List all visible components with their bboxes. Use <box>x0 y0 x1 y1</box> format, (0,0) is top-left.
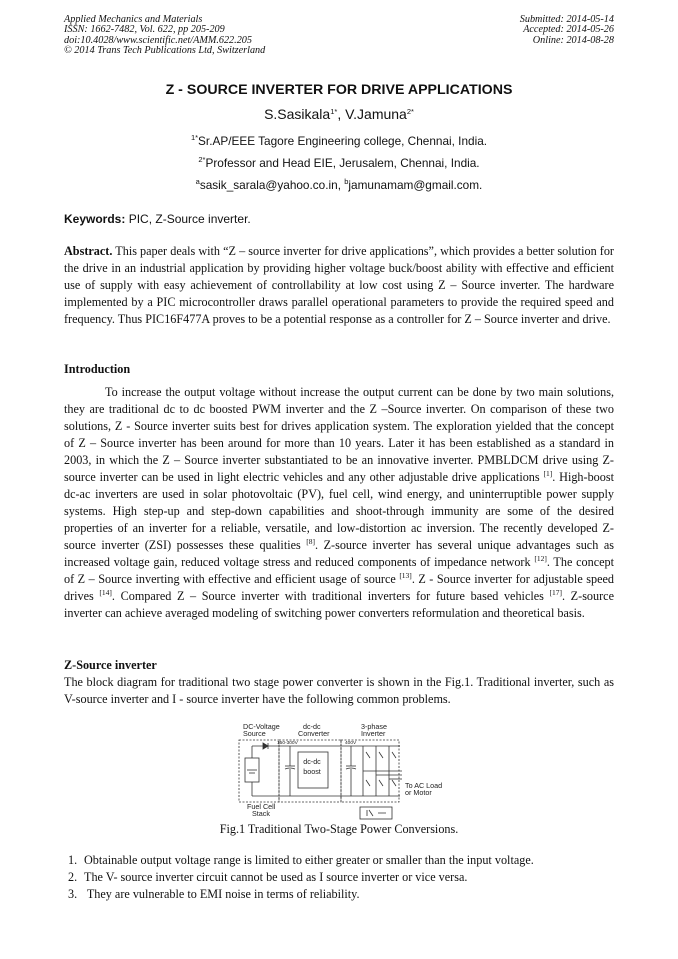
author-name: S.Sasikala <box>264 106 331 122</box>
fig-label-dcdc: dc-dc <box>303 722 321 731</box>
aff-text: Sr.AP/EEE Tagore Engineering college, Chennai, India. <box>198 134 488 148</box>
journal-header <box>64 15 265 57</box>
intro-text: . Compared Z – Source inverter with traditional inverters for future based vehicles <box>111 589 550 603</box>
submitted-date: Submitted: 2014-05-14 <box>519 14 614 25</box>
fig-box-label-boost: boost <box>303 767 321 776</box>
fig-label-or-motor: or Motor <box>405 788 432 797</box>
fig-label-inverter: Inverter <box>361 729 386 738</box>
email-sup: a <box>195 177 200 186</box>
switch-legend-box <box>360 807 392 819</box>
intro-text: To increase the output voltage without increase the output current can be done by two main solutions, they are traditional dc to dc boosted PWM inverter and the Z –Source inverter. On comparison of these two solutions, Z - Source inverter suits best for drives application system. The exploration yielded that the concept of Z – Source inverter has been around for more than 10 years. Later it has been established as a standard in 2003, in which the Z – Source inverter substantiated to be an innovative inverter. PMBLDCM drive using Z-source inverter can be used in light electric vehicles and any other adjustable drive applications <box>64 385 614 484</box>
online-date: Online: 2014-08-28 <box>532 34 614 46</box>
affiliation-1 <box>0 134 678 148</box>
list-text: They are vulnerable to EMI noise in terms of reliability. <box>84 887 360 901</box>
copyright: © 2014 Trans Tech Publications Ltd, Switzerland <box>64 45 266 57</box>
intro-text: . High-boost dc-ac inverters are used in solar photovoltaic (PV), fuel cell, wind energy, and uninterruptible power supply systems. High step-up and step-down capabilities and shoot-through immunity are some of the desired properties of an inverter for a reliable, versatile, and low-distortion ac inversion. The recently developed Z-source inverter (ZSI) possesses these qualities <box>64 470 614 552</box>
inverter-switches-icon <box>363 746 402 796</box>
figure-caption: Fig.1 Traditional Two-Stage Power Conversions. <box>219 822 459 836</box>
fig-label-source: Source <box>243 729 266 738</box>
aff-sup: 2* <box>198 155 206 164</box>
fig-label-dc-voltage: DC-Voltage <box>243 722 280 731</box>
abstract-text: This paper deals with “Z – source inverter for drive applications”, which provides a better solution for the drive in an industrial application by providing higher voltage buck/boost ability with effective and efficient use of supply with easy achievement of controllability at low cost using Z – Source inverter. The hardware implemented by a PIC microcontroller draws parallel operational parameters to provide the required speed and frequency. Thus PIC16F477A proves to be a potential response as a controller for Z – Source inverter and drive. <box>64 244 614 326</box>
section-heading-zsource: Z-Source inverter <box>64 658 157 672</box>
email-link[interactable]: jamunamam@gmail.com. <box>348 178 483 192</box>
fig-label-3phase: 3-phase <box>361 722 387 731</box>
aff-sup: 1* <box>190 133 199 142</box>
intro-text: . The concept of Z – Source inverting with effective and efficient usage of source <box>64 555 615 586</box>
accepted-date: Accepted: 2014-05-26 <box>523 24 614 36</box>
intro-text: . Z-source inverter has several unique advantages such as increased voltage gain, reduced voltage stress and reduced components of impedance network <box>64 538 614 569</box>
list-number: 1. <box>68 853 78 867</box>
list-number: 2. <box>68 870 78 884</box>
author-sep: , <box>337 106 346 122</box>
fig-label-voltage-in: 150-300V <box>277 741 298 746</box>
fig-label-fuel-cell: Fuel Cell <box>247 802 276 811</box>
citation-link[interactable]: [8] <box>306 537 316 546</box>
author-list <box>0 106 678 122</box>
fig-label-converter: Converter <box>298 729 330 738</box>
affiliation-2 <box>0 156 678 170</box>
introduction-paragraph <box>64 384 614 622</box>
citation-link[interactable]: [12] <box>534 554 547 563</box>
list-number: 3. <box>68 887 78 901</box>
abstract-label: Abstract. <box>64 244 113 258</box>
abstract <box>64 243 614 328</box>
author-sup: 2* <box>406 107 414 116</box>
list-text: Obtainable output voltage range is limited to either greater or smaller than the input voltage. <box>84 853 534 867</box>
journal-issn: ISSN: 1662-7482, Vol. 622, pp 205-209 <box>64 24 225 36</box>
intro-text: . Z-source inverter can achieve averaged modeling of switching power converters reformulation and theoretical basis. <box>64 589 614 620</box>
list-item <box>68 887 360 902</box>
fig-label-stack: Stack <box>252 809 270 818</box>
keywords-label: Keywords: <box>64 212 126 226</box>
list-text: The V- source inverter circuit cannot be used as I source inverter or vice versa. <box>84 870 468 884</box>
section-heading-introduction: Introduction <box>64 362 131 376</box>
citation-link[interactable]: [17] <box>549 588 563 597</box>
keywords <box>64 212 251 226</box>
citation-link[interactable]: [13] <box>399 571 412 580</box>
email-sup: b <box>344 177 349 186</box>
list-item <box>68 853 534 868</box>
keywords-text: PIC, Z-Source inverter. <box>125 212 251 226</box>
email-link[interactable]: sasik_sarala@yahoo.co.in, <box>199 178 345 192</box>
fig-label-to-ac-load: To AC Load <box>405 781 443 790</box>
journal-doi: doi:10.4028/www.scientific.net/AMM.622.205 <box>64 34 252 46</box>
aff-text: Professor and Head EIE, Jerusalem, Chennai, India. <box>205 156 480 170</box>
list-item <box>68 870 467 885</box>
citation-link[interactable]: [1] <box>543 469 553 478</box>
intro-text: . Z - Source inverter for adjustable speed drives <box>64 572 614 603</box>
author-emails <box>0 178 678 192</box>
submission-dates <box>520 15 614 46</box>
citation-link[interactable]: [14] <box>99 588 112 597</box>
author-sup: 1* <box>330 107 338 116</box>
fig-box-label-dcdc: dc-dc <box>303 757 321 766</box>
author-name: V.Jamuna <box>345 106 407 122</box>
block-diagram-figure <box>230 718 456 822</box>
zsource-paragraph: The block diagram for traditional two stage power converter is shown in the Fig.1. Traditional inverter, such as V-source inverter and I - source inverter have the following common problems. <box>64 675 614 706</box>
paper-title: Z - SOURCE INVERTER FOR DRIVE APPLICATIONS <box>165 82 513 98</box>
diode-icon <box>263 743 268 749</box>
fig-label-voltage-out: 400V <box>345 741 357 746</box>
journal-name: Applied Mechanics and Materials <box>64 14 203 25</box>
